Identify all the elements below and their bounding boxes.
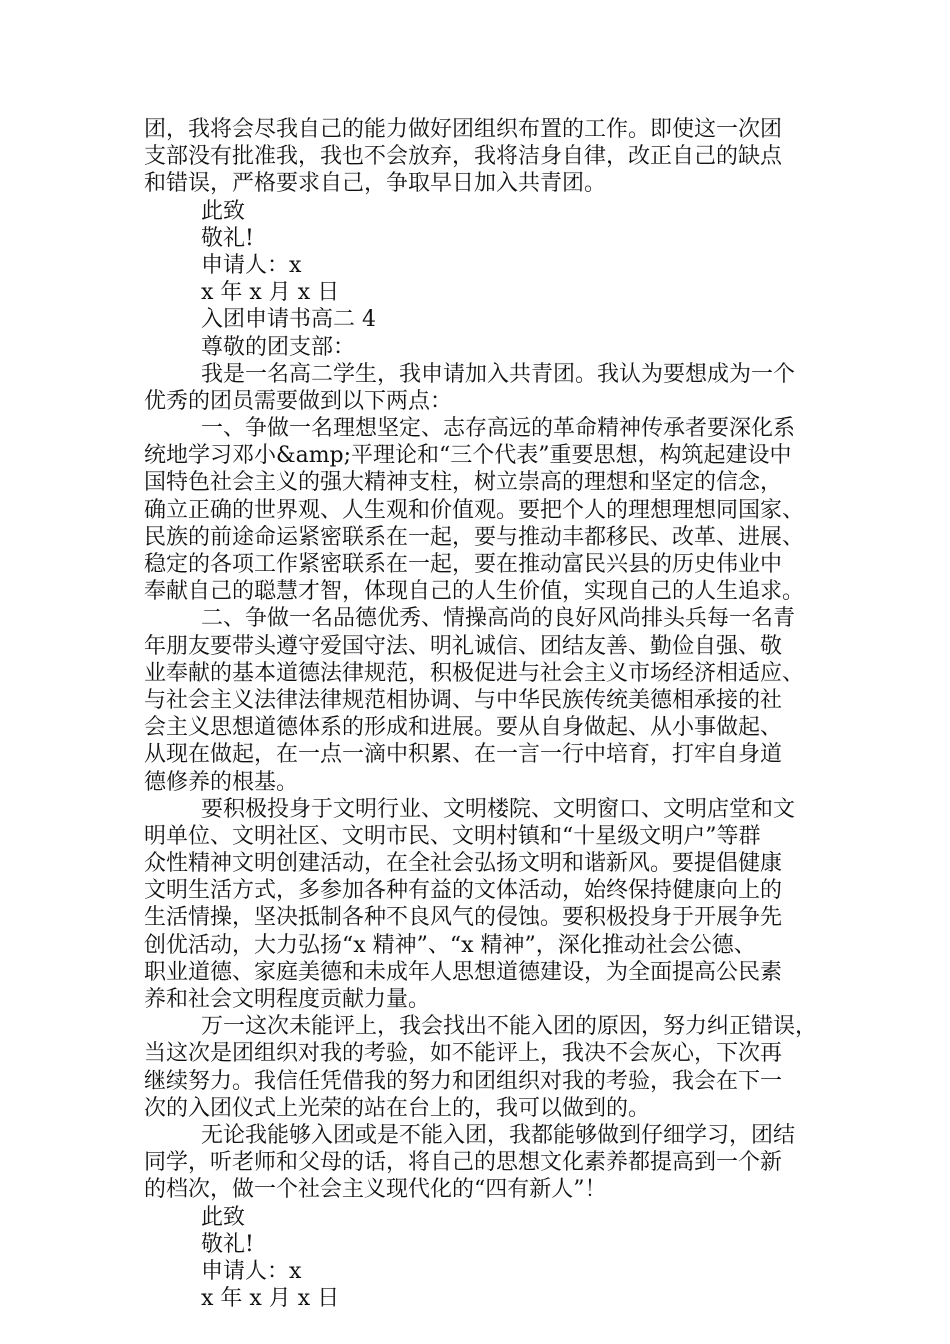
text-line: 无论我能够入团或是不能入团，我都能够做到仔细学习，团结	[201, 1122, 796, 1148]
text-line: 尊敬的团支部：	[201, 334, 356, 360]
text-line: 我是一名高二学生，我申请加入共青团。我认为要想成为一个	[201, 361, 796, 387]
text-line: 确立正确的世界观、人生观和价值观。要把个人的理想理想同国家、	[144, 497, 805, 523]
text-line: x 年 x 月 x 日	[201, 1286, 340, 1312]
text-line: 当这次是团组织对我的考验，如不能评上，我决不会灰心，下次再	[144, 1041, 783, 1067]
text-line: 支部没有批准我，我也不会放弃，我将洁身自律，改正自己的缺点	[144, 144, 783, 170]
text-line: 统地学习邓小&amp;平理论和“三个代表”重要思想，构筑起建设中	[144, 443, 792, 469]
text-line: 文明生活方式，多参加各种有益的文体活动，始终保持健康向上的	[144, 878, 783, 904]
text-line: 国特色社会主义的强大精神支柱，树立崇高的理想和坚定的信念，	[144, 470, 783, 496]
text-line: 奉献自己的聪慧才智，体现自己的人生价值，实现自己的人生追求。	[144, 579, 805, 605]
text-line: 从现在做起，在一点一滴中积累、在一言一行中培育，打牢自身道	[144, 742, 783, 768]
text-line: 稳定的各项工作紧密联系在一起，要在推动富民兴县的历史伟业中	[144, 552, 783, 577]
text-line: 创优活动，大力弘扬“x 精神”、“x 精神”，深化推动社会公德、	[144, 932, 756, 958]
text-line: 与社会主义法律法律规范相协调、与中华民族传统美德相承接的社	[144, 687, 783, 713]
text-line: 众性精神文明创建活动，在全社会弘扬文明和谐新风。要提倡健康	[144, 851, 783, 877]
text-line: 同学，听老师和父母的话，将自己的思想文化素养都提高到一个新	[144, 1150, 783, 1176]
text-line: 此致	[201, 198, 246, 224]
text-line: 申请人：x	[201, 1258, 302, 1284]
text-line: 的档次，做一个社会主义现代化的“四有新人”！	[144, 1177, 607, 1203]
text-line: 敬礼!	[201, 1231, 254, 1257]
text-line: 业奉献的基本道德法律规范，积极促进与社会主义市场经济相适应、	[144, 660, 805, 686]
text-line: 要积极投身于文明行业、文明楼院、文明窗口、文明店堂和文	[201, 796, 796, 822]
text-line: x 年 x 月 x 日	[201, 280, 340, 306]
text-line: 德修养的根基。	[144, 769, 299, 795]
text-line: 养和社会文明程度贡献力量。	[144, 987, 431, 1012]
text-line: 继续努力。我信任凭借我的努力和团组织对我的考验，我会在下一	[144, 1068, 783, 1094]
text-line: 民族的前途命运紧密联系在一起，要与推动丰都移民、改革、进展、	[144, 524, 805, 550]
text-line: 职业道德、家庭美德和未成年人思想道德建设，为全面提高公民素	[144, 959, 783, 985]
text-line: 生活情操，坚决抵制各种不良风气的侵蚀。要积极投身于开展争先	[144, 905, 783, 931]
text-line: 优秀的团员需要做到以下两点：	[144, 388, 453, 414]
text-line: 明单位、文明社区、文明市民、文明村镇和“十星级文明户”等群	[144, 823, 761, 849]
document-body	[144, 116, 820, 1312]
text-line: 敬礼!	[201, 225, 254, 251]
text-line: 申请人：x	[201, 252, 302, 278]
text-line: 年朋友要带头遵守爱国守法、明礼诚信、团结友善、勤俭自强、敬	[144, 633, 783, 659]
text-line: 入团申请书高二 4	[201, 307, 376, 333]
text-line: 会主义思想道德体系的形成和进展。要从自身做起、从小事做起、	[144, 715, 783, 741]
text-line: 次的入团仪式上光荣的站在台上的，我可以做到的。	[144, 1095, 651, 1121]
text-line: 团，我将会尽我自己的能力做好团组织布置的工作。即使这一次团	[144, 117, 783, 142]
text-line: 二、争做一名品德优秀、情操高尚的良好风尚排头兵每一名青	[201, 606, 796, 632]
text-line: 一、争做一名理想坚定、志存高远的革命精神传承者要深化系	[201, 416, 796, 442]
text-line: 和错误，严格要求自己，争取早日加入共青团。	[144, 171, 607, 197]
text-line: 此致	[201, 1204, 246, 1230]
text-line: 万一这次未能评上，我会找出不能入团的原因，努力纠正错误，	[201, 1014, 818, 1040]
